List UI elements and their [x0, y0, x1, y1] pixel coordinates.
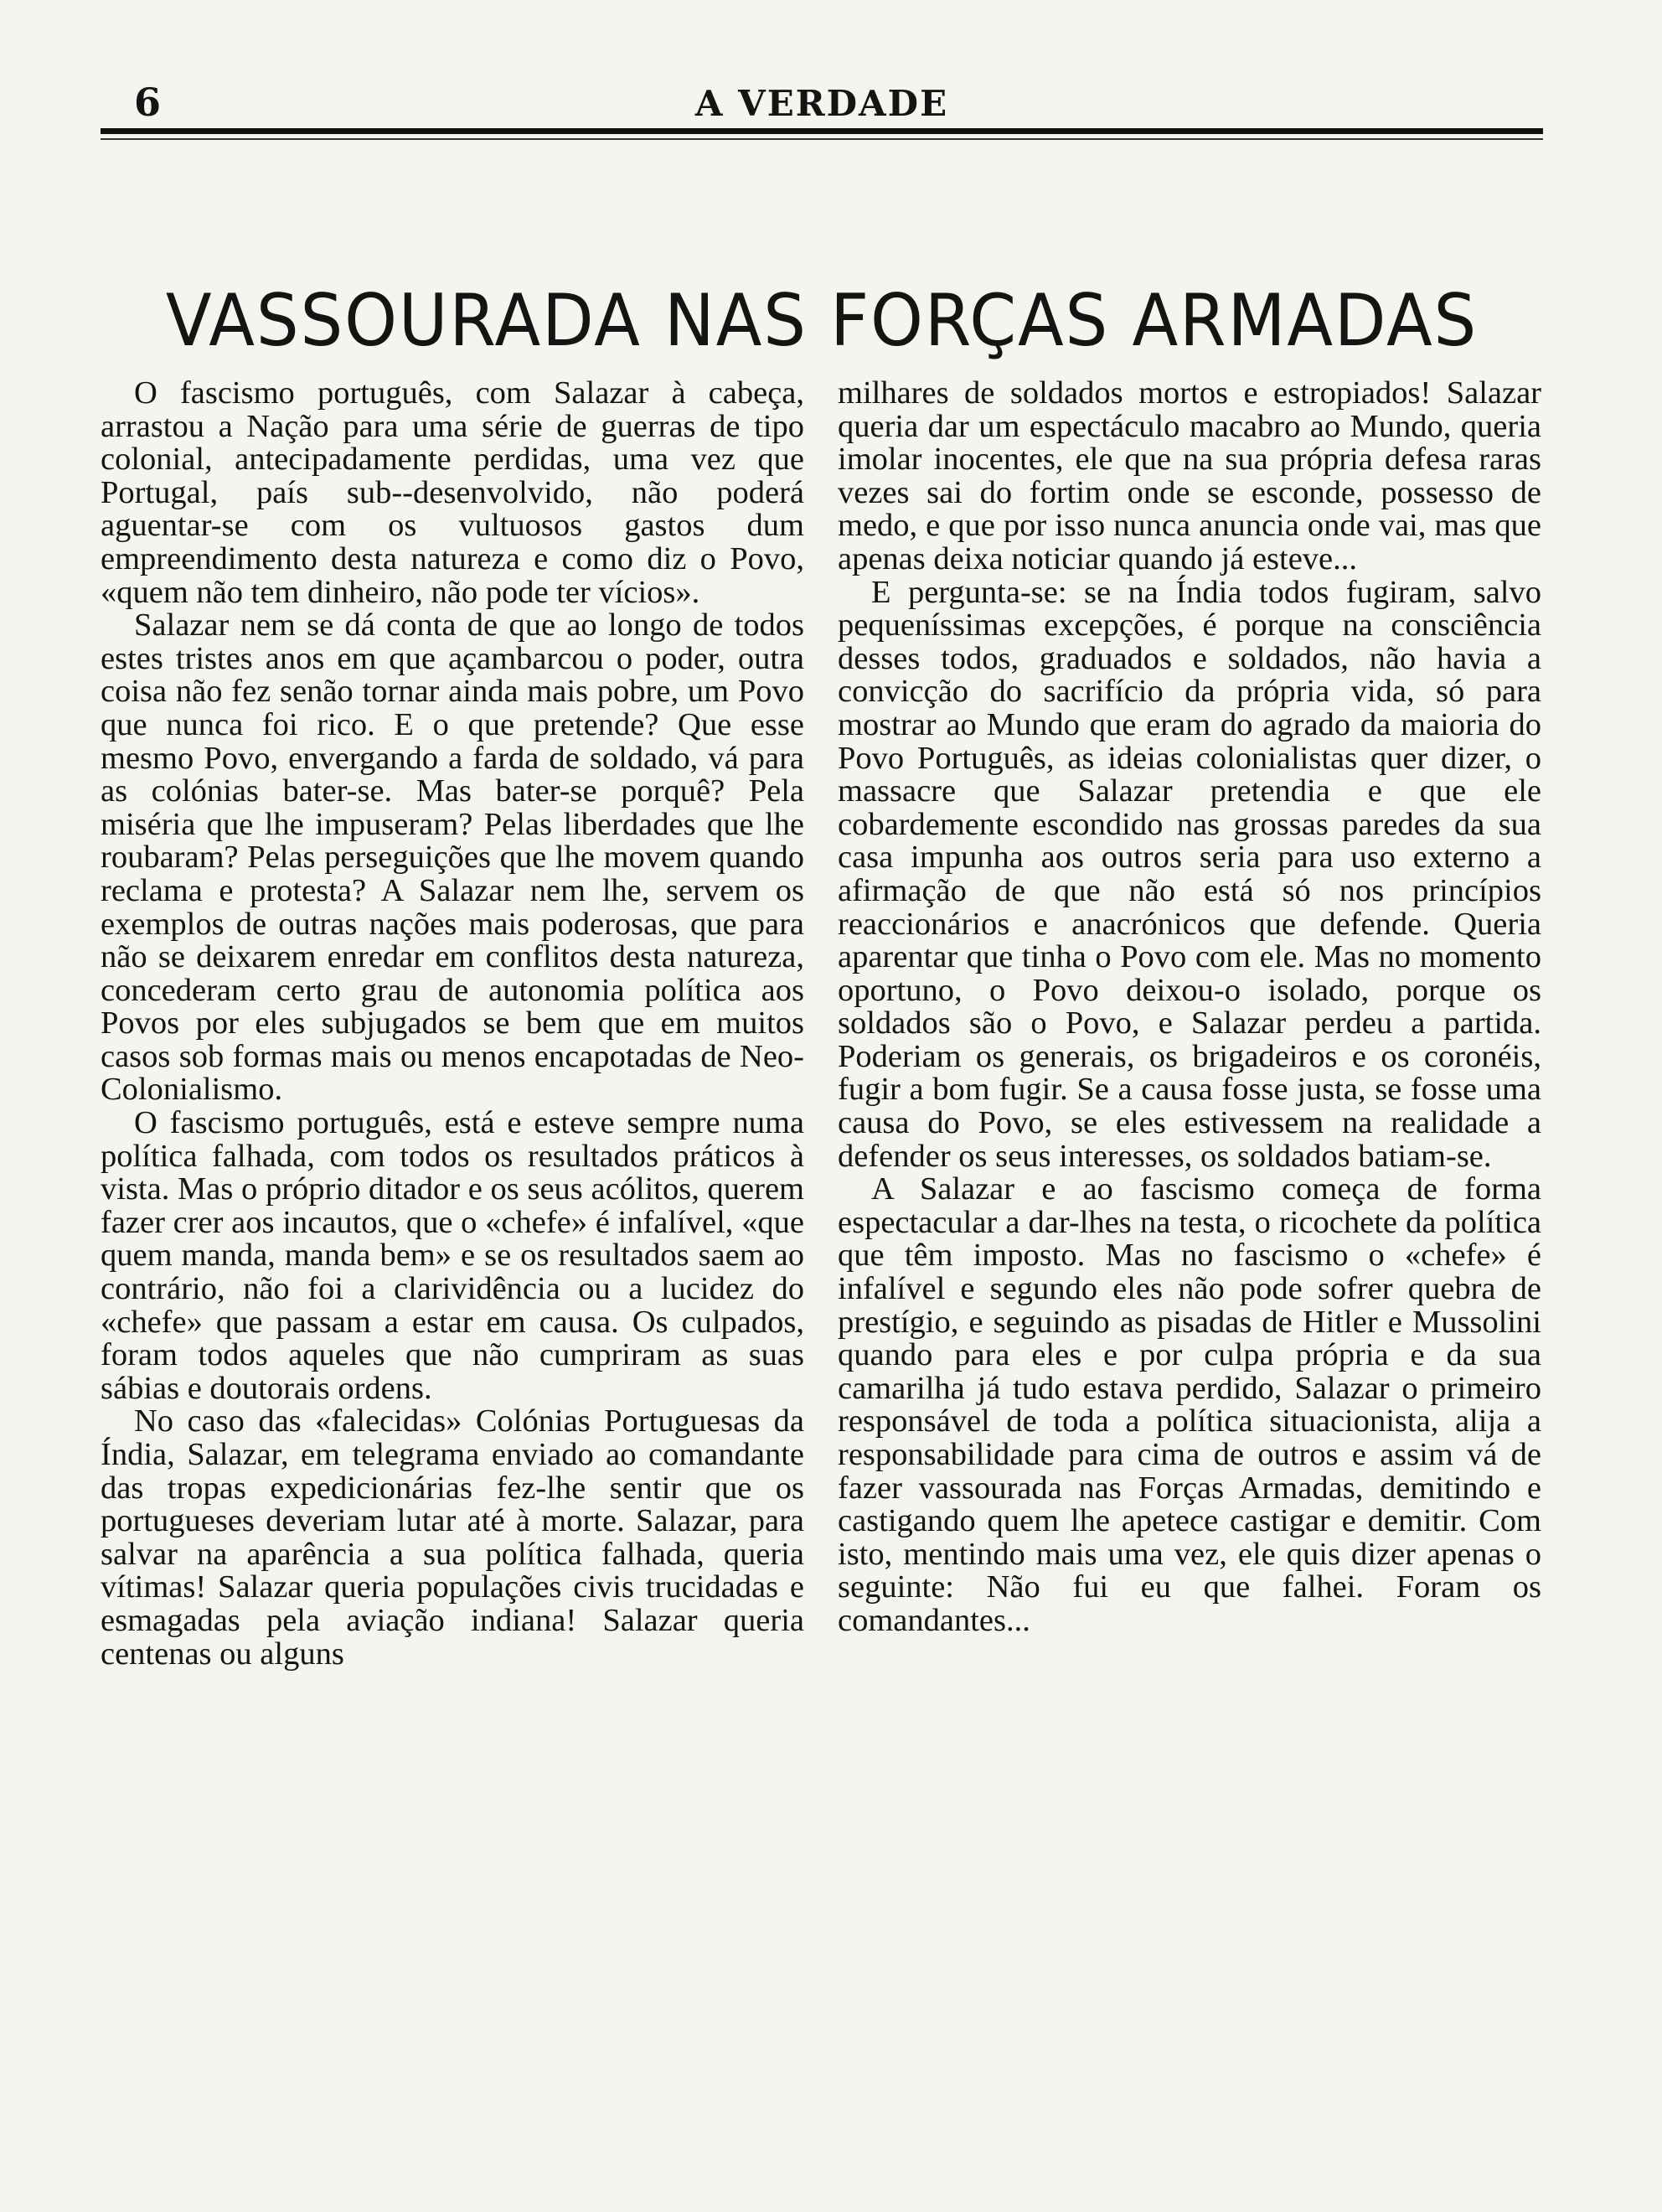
paragraph: milhares de soldados mortos e estropiados! Salazar queria dar um espectáculo macabro ao Mundo, queria imolar inocentes, ele que na sua própria defesa raras vezes sai do fortim onde se esconde, possesso de medo, e que por isso nunca anuncia onde vai, mas que apenas deixa noticiar quando já esteve...: [838, 375, 1541, 576]
article-title: VASSOURADA NAS FORÇAS ARMADAS: [165, 278, 1479, 363]
running-title: A VERDADE: [694, 83, 949, 124]
article-column-left: [101, 377, 804, 1671]
article-column-right: [838, 377, 1541, 1638]
page-header: [101, 80, 1543, 130]
paragraph: O fascismo português, está e esteve sempre numa política falhada, com todos os resultados práticos à vista. Mas o próprio ditador e os seus acólitos, querem fazer crer aos incautos, que o «chefe» é infalível, «que quem manda, manda bem» e se os resultados saem ao contrário, não foi a clarividência ou a lucidez do «chefe» que passam a estar em causa. Os culpados, foram todos aqueles que não cumpriram as suas sábias e doutorais ordens.: [101, 1105, 804, 1406]
paragraph: E pergunta-se: se na Índia todos fugiram, salvo pequeníssimas excepções, é porque na consciência desses todos, graduados e soldados, não havia a convicção do sacrifício da própria vida, só para mostrar ao Mundo que eram do agrado da maioria do Povo Português, as ideias colonialistas quer dizer, o massacre que Salazar pretendia e que ele cobardemente escondido nas grossas paredes da sua casa impunha aos outros seria para uso externo a afirmação de que não está só nos princípios reaccionários e anacrónicos que defende. Queria aparentar que tinha o Povo com ele. Mas no momento oportuno, o Povo deixou-o isolado, porque os soldados são o Povo, e Salazar perdeu a partida. Poderiam os generais, os brigadeiros e os coronéis, fugir a bom fugir. Se a causa fosse justa, se fosse uma causa do Povo, se eles estivessem na realidade a defender os seus interesses, os soldados batiam-se.: [838, 574, 1541, 1174]
paragraph: O fascismo português, com Salazar à cabeça, arrastou a Nação para uma série de guerras de tipo colonial, antecipadamente perdidas, uma vez que Portugal, país sub--desenvolvido, não poderá aguentar-se com os vultuosos gastos dum empreendimento desta natureza e como diz o Povo, «quem não tem dinheiro, não pode ter vícios».: [101, 375, 804, 610]
page-number: 6: [134, 80, 162, 125]
header-rule-thin: [101, 138, 1543, 140]
paragraph: Salazar nem se dá conta de que ao longo de todos estes tristes anos em que açambarcou o poder, outra coisa não fez senão tornar ainda mais pobre, um Povo que nunca foi rico. E o que pretende? Que esse mesmo Povo, envergando a farda de soldado, vá para as colónias bater-se. Mas bater-se porquê? Pela miséria que lhe impuseram? Pelas liberdades que lhe roubaram? Pelas perseguições que lhe movem quando reclama e protesta? A Salazar nem lhe, servem os exemplos de outras nações mais poderosas, que para não se deixarem enredar em conflitos desta natureza, concederam certo grau de autonomia política aos Povos por eles subjugados se bem que em muitos casos sob formas mais ou menos encapotadas de Neo-Colonialismo.: [101, 607, 804, 1108]
paragraph: A Salazar e ao fascismo começa de forma espectacular a dar-lhes na testa, o ricochete da política que têm imposto. Mas no fascismo o «chefe» é infalível e segundo eles não pode sofrer quebra de prestígio, e seguindo as pisadas de Hitler e Mussolini quando para eles e por culpa própria e da sua camarilha já tudo estava perdido, Salazar o primeiro responsável de toda a política situacionista, alija a responsabilidade para cima de outros e assim vá de fazer vassourada nas Forças Armadas, demitindo e castigando quem lhe apetece castigar e demitir. Com isto, mentindo mais uma vez, ele quis dizer apenas o seguinte: Não fui eu que falhei. Foram os comandantes...: [838, 1171, 1541, 1638]
paragraph: No caso das «falecidas» Colónias Portuguesas da Índia, Salazar, em telegrama enviado ao comandante das tropas expedicionárias fez-lhe sentir que os portugueses deveriam lutar até à morte. Salazar, para salvar na aparência a sua política falhada, queria vítimas! Salazar queria populações civis trucidadas e esmagadas pela aviação indiana! Salazar queria centenas ou alguns: [101, 1403, 804, 1672]
header-rule: [101, 128, 1543, 134]
